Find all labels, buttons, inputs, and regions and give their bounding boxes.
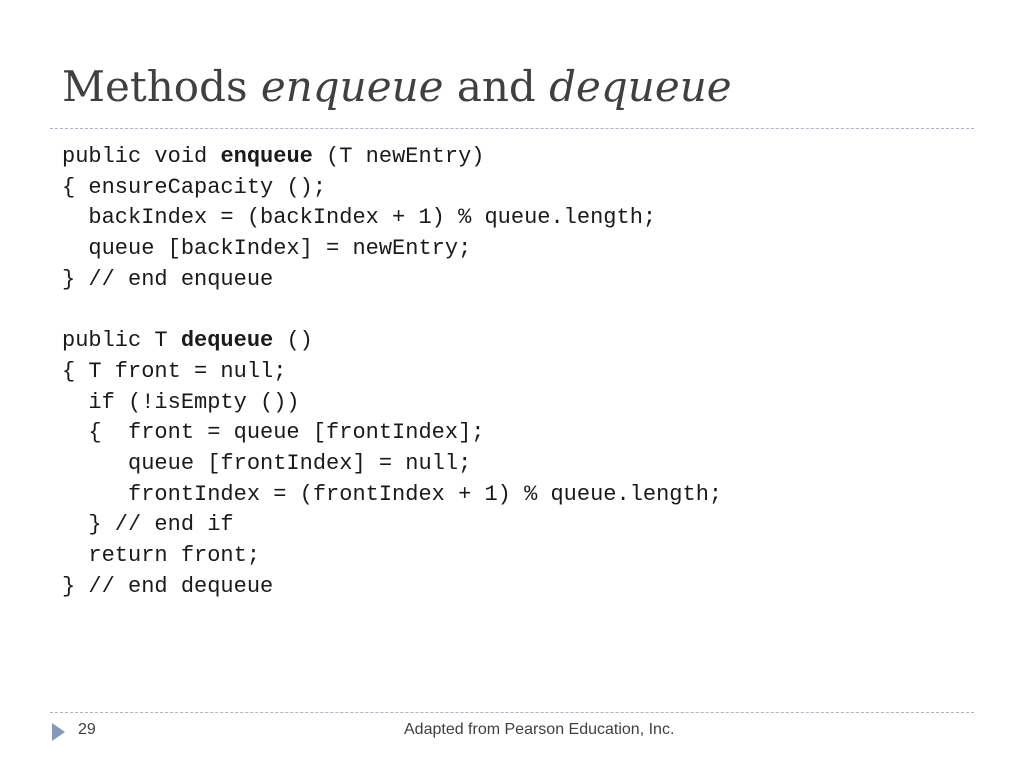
code-line bbox=[62, 510, 722, 541]
code-text: public T bbox=[62, 328, 181, 354]
code-line bbox=[62, 418, 722, 449]
slide-title bbox=[62, 62, 732, 111]
code-text: queue [backIndex] = newEntry; bbox=[62, 236, 472, 262]
code-line bbox=[62, 388, 722, 419]
code-text: { front = queue [frontIndex]; bbox=[62, 420, 485, 446]
code-line bbox=[62, 357, 722, 388]
code-text: public void bbox=[62, 144, 221, 169]
code-line bbox=[62, 572, 722, 603]
code-line bbox=[62, 326, 722, 357]
code-text: { ensureCapacity (); bbox=[62, 174, 327, 200]
footer-divider bbox=[50, 712, 974, 713]
code-keyword-bold: dequeue bbox=[180, 328, 274, 354]
code-text: return front; bbox=[62, 542, 261, 568]
code-text: if (!isEmpty ()) bbox=[62, 389, 300, 415]
code-text: } // end if bbox=[62, 512, 234, 538]
code-line bbox=[62, 142, 722, 173]
page-number: 29 bbox=[78, 721, 96, 738]
code-line bbox=[62, 480, 722, 511]
code-text: () bbox=[273, 328, 313, 354]
code-text: queue [frontIndex] = null; bbox=[62, 450, 472, 476]
title-divider bbox=[50, 128, 974, 129]
code-keyword-bold: enqueue bbox=[220, 144, 313, 169]
code-text: backIndex = (backIndex + 1) % queue.length; bbox=[62, 205, 657, 231]
title-text-methods: Methods bbox=[62, 62, 261, 111]
code-text: (T newEntry) bbox=[312, 144, 485, 169]
code-text: } // end dequeue bbox=[62, 573, 274, 599]
footer-attribution: Adapted from Pearson Education, Inc. bbox=[404, 721, 675, 738]
code-line bbox=[62, 234, 722, 265]
code-line bbox=[62, 449, 722, 480]
triangle-bullet-icon bbox=[52, 723, 65, 741]
code-text: } // end enqueue bbox=[62, 266, 274, 292]
title-text-enqueue: enqueue bbox=[260, 62, 444, 111]
code-text: frontIndex = (frontIndex + 1) % queue.length; bbox=[62, 481, 723, 507]
title-text-and: and bbox=[443, 62, 550, 111]
code-line bbox=[62, 265, 722, 296]
code-line bbox=[62, 203, 722, 234]
code-line bbox=[62, 541, 722, 572]
code-line bbox=[62, 173, 722, 204]
code-block bbox=[62, 142, 722, 602]
title-text-dequeue: dequeue bbox=[549, 62, 732, 111]
code-line-blank bbox=[62, 295, 722, 326]
code-text: { T front = null; bbox=[62, 358, 287, 384]
